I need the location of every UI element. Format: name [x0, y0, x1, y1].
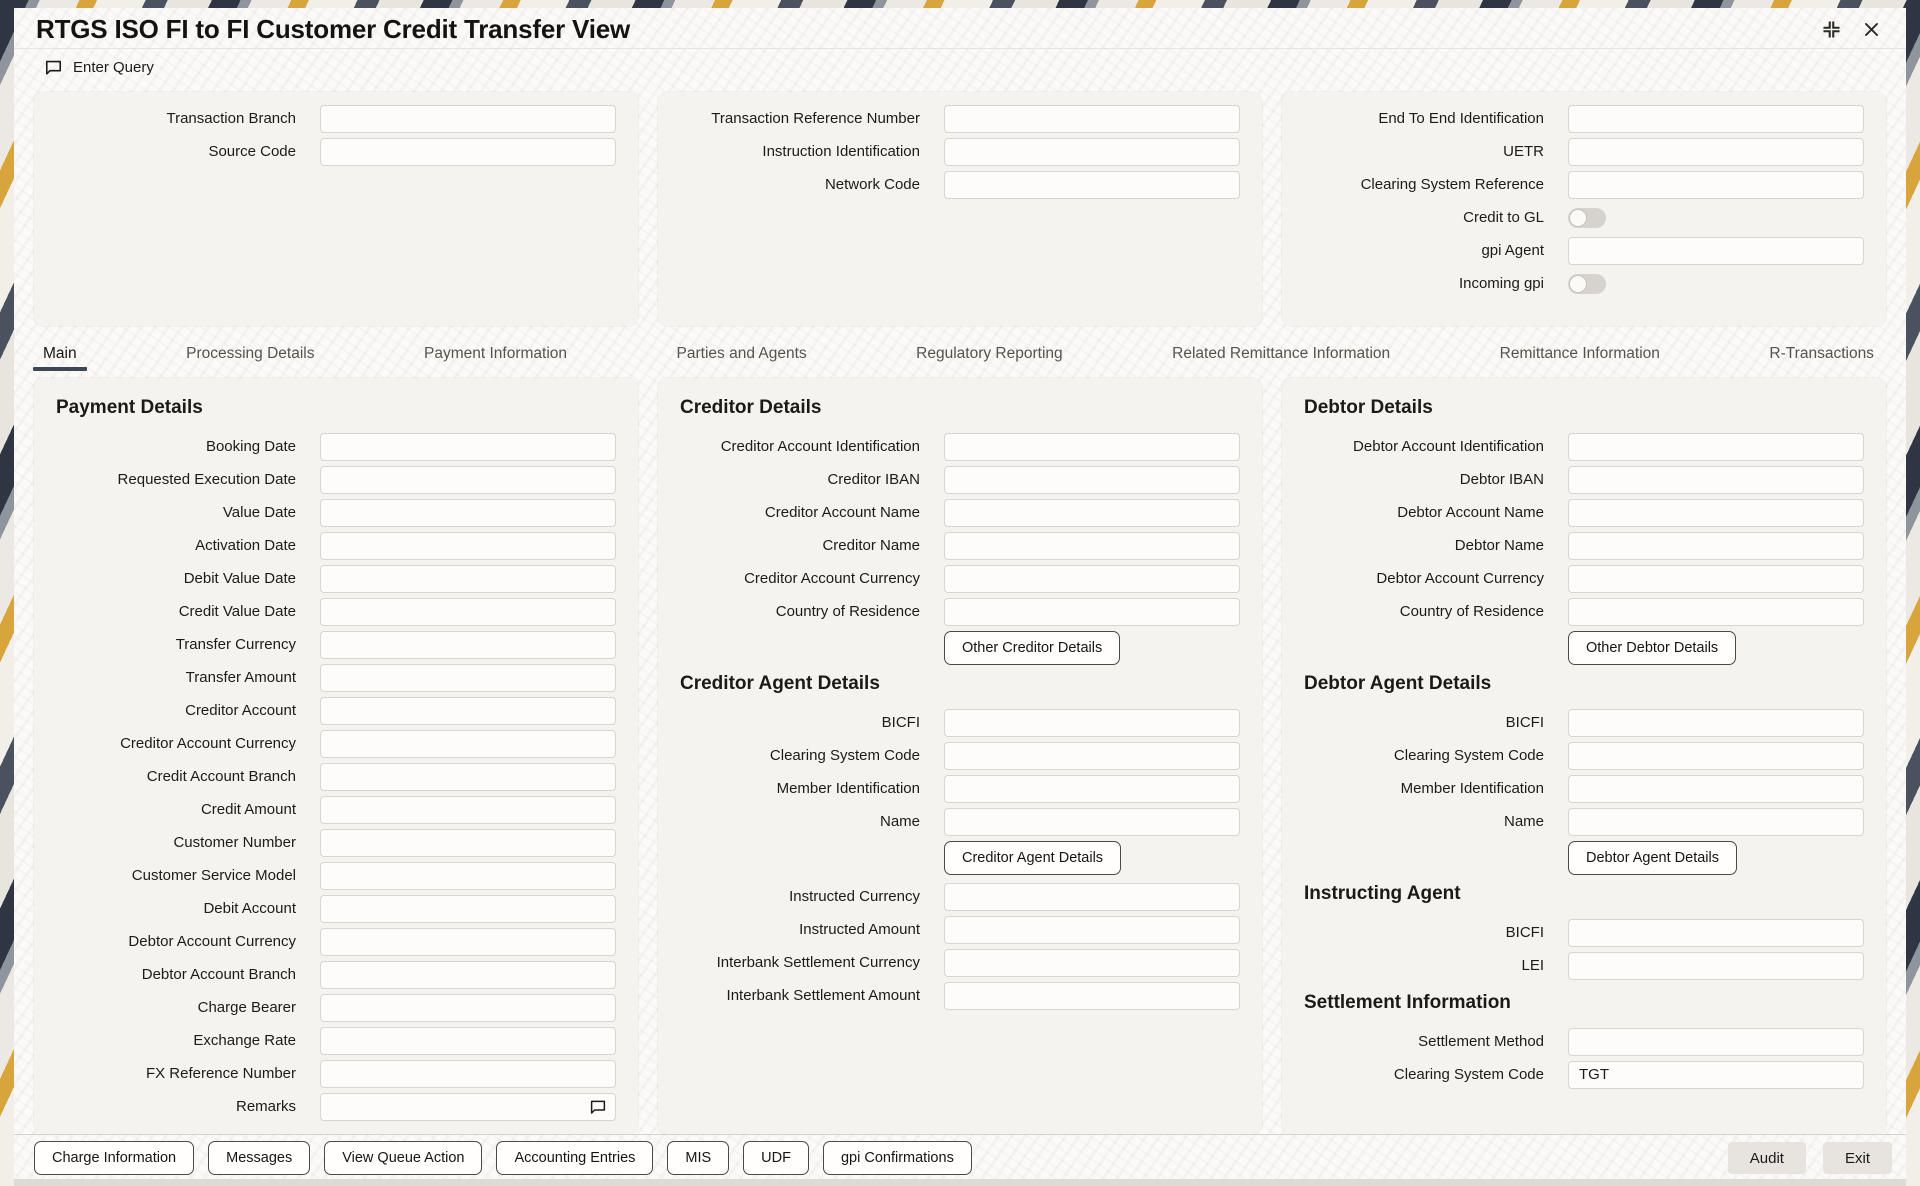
tab-label: Regulatory Reporting [916, 344, 1063, 362]
field-input[interactable] [320, 433, 616, 461]
field-input[interactable] [320, 105, 616, 133]
instructing-agent-heading: Instructing Agent [1304, 882, 1461, 904]
field-label: Transaction Reference Number [711, 110, 920, 128]
field-label: Credit Amount [200, 801, 296, 819]
field-label: FX Reference Number [145, 1065, 296, 1083]
field-input[interactable] [320, 928, 616, 956]
field-label: Requested Execution Date [117, 471, 296, 489]
field-label: Creditor Name [822, 537, 920, 555]
field-row [1304, 466, 1864, 494]
field-label: Debtor Account Name [1397, 504, 1544, 522]
field-input[interactable] [944, 433, 1240, 461]
clearing-system-reference-input[interactable] [1568, 171, 1864, 199]
incoming-gpi-toggle[interactable] [1568, 274, 1606, 294]
field-row [56, 598, 616, 626]
field-row [56, 928, 616, 956]
field-label: Creditor Account [185, 702, 296, 720]
field-row [56, 499, 616, 527]
field-row [56, 565, 616, 593]
field-label: Country of Residence [1399, 603, 1544, 621]
footer-action-button[interactable]: View Queue Action [324, 1141, 482, 1175]
tab[interactable] [182, 345, 318, 378]
field-input[interactable] [944, 775, 1240, 803]
debtor-agent-details-heading: Debtor Agent Details [1304, 672, 1492, 694]
field-label: Debit Value Date [183, 570, 296, 588]
gpi-agent-input[interactable] [1568, 237, 1864, 265]
field-row [1304, 598, 1864, 626]
field-row [680, 138, 1240, 166]
field-row [1304, 919, 1864, 947]
field-label: Interbank Settlement Amount [726, 987, 920, 1005]
debtor-card [1282, 378, 1886, 1134]
field-label: Clearing System Code [1393, 1066, 1544, 1084]
field-label: Source Code [208, 143, 296, 161]
field-row [680, 532, 1240, 560]
tab[interactable] [1765, 345, 1878, 378]
tab-label: R-Transactions [1769, 344, 1874, 362]
field-label: Creditor Account Name [764, 504, 920, 522]
button-row [1304, 631, 1864, 665]
footer-bar [14, 1134, 1906, 1179]
field-label: Interbank Settlement Currency [716, 954, 920, 972]
remarks-input[interactable] [320, 1093, 616, 1121]
field-label: Debtor Account Currency [128, 933, 296, 951]
creditor-card [658, 378, 1262, 1134]
field-label: Instruction Identification [762, 143, 920, 161]
remarks-bubble-icon[interactable] [589, 1098, 607, 1116]
field-input[interactable] [320, 697, 616, 725]
field-row [56, 862, 616, 890]
field-input[interactable] [320, 532, 616, 560]
tab-label: Related Remittance Information [1172, 344, 1391, 362]
field-input[interactable] [1568, 532, 1864, 560]
enter-query-label: Enter Query [73, 58, 154, 76]
field-label: Settlement Method [1418, 1033, 1544, 1051]
field-label: Creditor IBAN [827, 471, 920, 489]
field-label: Transfer Currency [175, 636, 296, 654]
field-label: Member Identification [1400, 780, 1544, 798]
tab-label: Payment Information [424, 344, 568, 362]
field-row [680, 775, 1240, 803]
field-input[interactable] [320, 796, 616, 824]
field-label: Credit Account Branch [146, 768, 296, 786]
field-input[interactable] [944, 171, 1240, 199]
tab-label: Processing Details [186, 344, 315, 362]
button-row [680, 631, 1240, 665]
tab-label: Main [43, 344, 77, 362]
field-row [1304, 1061, 1864, 1089]
field-row [56, 796, 616, 824]
field-input[interactable] [320, 1027, 616, 1055]
field-row [56, 763, 616, 791]
footer-system-button[interactable]: Exit [1823, 1142, 1892, 1174]
field-label: Clearing System Reference [1360, 176, 1544, 194]
field-row [680, 499, 1240, 527]
creditor-details-heading: Creditor Details [680, 396, 822, 418]
field-label: Name [1503, 813, 1544, 831]
field-label: Clearing System Code [769, 747, 920, 765]
field-row [1304, 499, 1864, 527]
field-row [56, 994, 616, 1022]
field-row [1304, 742, 1864, 770]
other-debtor-details-button[interactable]: Other Debtor Details [1568, 631, 1736, 665]
field-label: Activation Date [195, 537, 296, 555]
field-label: Name [879, 813, 920, 831]
tab[interactable] [1496, 345, 1664, 378]
field-input[interactable] [944, 709, 1240, 737]
field-label: BICFI [1505, 714, 1544, 732]
transaction-card [34, 92, 638, 326]
field-input[interactable] [1568, 808, 1864, 836]
bottom-strip [14, 1179, 1906, 1186]
field-input[interactable] [320, 138, 616, 166]
footer-action-button[interactable]: UDF [743, 1141, 809, 1175]
field-input[interactable] [944, 982, 1240, 1010]
tab[interactable] [420, 345, 571, 378]
field-row [56, 1093, 616, 1121]
restore-window-icon[interactable] [1818, 17, 1844, 43]
tab-label: Remittance Information [1499, 344, 1660, 362]
field-label: Network Code [824, 176, 920, 194]
field-input[interactable] [1568, 565, 1864, 593]
field-row [56, 532, 616, 560]
field-input[interactable] [1568, 1061, 1864, 1089]
field-label: End To End Identification [1378, 110, 1544, 128]
field-input[interactable] [944, 532, 1240, 560]
field-row [56, 1060, 616, 1088]
field-input[interactable] [944, 916, 1240, 944]
field-input[interactable] [320, 961, 616, 989]
footer-system-actions [1728, 1142, 1896, 1174]
tab[interactable] [673, 345, 811, 378]
field-label: UETR [1503, 143, 1544, 161]
field-input[interactable] [320, 565, 616, 593]
field-row [1304, 709, 1864, 737]
field-input[interactable] [1568, 709, 1864, 737]
field-row [680, 466, 1240, 494]
field-row [680, 105, 1240, 133]
field-label: Debtor Account Identification [1353, 438, 1544, 456]
field-row [680, 982, 1240, 1010]
field-row [680, 808, 1240, 836]
field-input[interactable] [944, 883, 1240, 911]
footer-action-button[interactable]: Charge Information [34, 1141, 194, 1175]
field-row [56, 730, 616, 758]
field-label: Transaction Branch [166, 110, 296, 128]
settlement-information-heading: Settlement Information [1304, 991, 1511, 1013]
tab-label: Parties and Agents [676, 344, 807, 362]
field-input[interactable] [1568, 598, 1864, 626]
field-row [680, 949, 1240, 977]
field-label: Customer Service Model [131, 867, 296, 885]
field-row [56, 138, 616, 166]
field-label: gpi Agent [1481, 242, 1544, 260]
field-input[interactable] [944, 598, 1240, 626]
end-to-end-identification-input[interactable] [1568, 105, 1864, 133]
field-row [1304, 532, 1864, 560]
toggle-knob [1570, 276, 1586, 292]
page-title: RTGS ISO FI to FI Customer Credit Transfer View [36, 14, 631, 44]
field-label: Debtor IBAN [1459, 471, 1544, 489]
field-row [1304, 138, 1864, 166]
field-input[interactable] [320, 664, 616, 692]
toggle-knob [1570, 210, 1586, 226]
field-input[interactable] [1568, 952, 1864, 980]
tab[interactable] [1168, 345, 1394, 378]
field-label: Customer Number [173, 834, 296, 852]
field-label: Value Date [222, 504, 296, 522]
tab[interactable] [912, 345, 1066, 378]
field-label: Debtor Account Currency [1376, 570, 1544, 588]
field-row [56, 664, 616, 692]
creditor-agent-details-heading: Creditor Agent Details [680, 672, 880, 694]
payment-details-card [34, 378, 638, 1134]
field-row [56, 631, 616, 659]
chat-bubble-icon [44, 58, 63, 77]
field-row [56, 466, 616, 494]
field-row [56, 961, 616, 989]
field-input[interactable] [1568, 1028, 1864, 1056]
field-input[interactable] [320, 598, 616, 626]
field-row [1304, 565, 1864, 593]
field-row [1304, 204, 1864, 232]
field-input[interactable] [1568, 742, 1864, 770]
field-row [680, 916, 1240, 944]
field-row [56, 829, 616, 857]
field-label: Credit Value Date [178, 603, 296, 621]
field-row [56, 433, 616, 461]
field-label: Remarks [235, 1098, 296, 1116]
main-content [14, 378, 1906, 1134]
field-row [1304, 808, 1864, 836]
field-label: Creditor Account Identification [720, 438, 920, 456]
field-row [680, 742, 1240, 770]
field-label: Charge Bearer [197, 999, 296, 1017]
field-label: Clearing System Code [1393, 747, 1544, 765]
reference-card [658, 92, 1262, 326]
field-label: Debit Account [203, 900, 296, 918]
field-row [1304, 171, 1864, 199]
button-row [680, 841, 1240, 875]
field-row [680, 433, 1240, 461]
footer-action-button[interactable]: Accounting Entries [496, 1141, 653, 1175]
field-input[interactable] [320, 499, 616, 527]
field-input[interactable] [320, 730, 616, 758]
field-label: Instructed Currency [789, 888, 920, 906]
enter-query-action[interactable] [14, 49, 1906, 85]
field-row [1304, 952, 1864, 980]
field-label: Transfer Amount [185, 669, 296, 687]
tab-bar [14, 326, 1906, 378]
field-label: Debtor Account Branch [141, 966, 296, 984]
footer-action-button[interactable]: MIS [667, 1141, 729, 1175]
field-label: Incoming gpi [1458, 275, 1544, 293]
field-row [680, 171, 1240, 199]
other-creditor-details-button[interactable]: Other Creditor Details [944, 631, 1120, 665]
uetr-input[interactable] [1568, 138, 1864, 166]
creditor-agent-details-button[interactable]: Creditor Agent Details [944, 841, 1121, 875]
field-row [56, 697, 616, 725]
tab[interactable] [39, 345, 81, 378]
field-input[interactable] [1568, 775, 1864, 803]
field-row [56, 105, 616, 133]
field-label: Creditor Account Currency [120, 735, 296, 753]
field-input[interactable] [944, 949, 1240, 977]
footer-action-button[interactable]: gpi Confirmations [823, 1141, 972, 1175]
field-label: BICFI [881, 714, 920, 732]
field-row [680, 565, 1240, 593]
field-label: Booking Date [205, 438, 296, 456]
field-row [56, 1027, 616, 1055]
field-input[interactable] [1568, 499, 1864, 527]
field-label: Instructed Amount [799, 921, 920, 939]
field-input[interactable] [320, 895, 616, 923]
field-label: Member Identification [776, 780, 920, 798]
debtor-details-heading: Debtor Details [1304, 396, 1433, 418]
field-row [680, 883, 1240, 911]
field-input[interactable] [944, 138, 1240, 166]
close-icon[interactable] [1858, 17, 1884, 43]
field-input[interactable] [320, 994, 616, 1022]
field-label: Exchange Rate [193, 1032, 296, 1050]
field-label: Credit to GL [1463, 209, 1544, 227]
field-input[interactable] [320, 1060, 616, 1088]
app-window [14, 8, 1906, 1186]
button-row [1304, 841, 1864, 875]
field-input[interactable] [944, 808, 1240, 836]
field-row [1304, 775, 1864, 803]
field-row [1304, 433, 1864, 461]
field-input[interactable] [944, 742, 1240, 770]
field-label: BICFI [1505, 924, 1544, 942]
field-input[interactable] [944, 565, 1240, 593]
title-bar [14, 8, 1906, 48]
field-input[interactable] [320, 829, 616, 857]
credit-to-gl-toggle[interactable] [1568, 208, 1606, 228]
field-input[interactable] [320, 763, 616, 791]
field-row [1304, 237, 1864, 265]
field-label: LEI [1521, 957, 1544, 975]
window-controls [1818, 17, 1884, 43]
field-row [1304, 270, 1864, 298]
payment-details-heading: Payment Details [56, 396, 203, 418]
field-input[interactable] [944, 499, 1240, 527]
field-row [680, 598, 1240, 626]
field-input[interactable] [320, 466, 616, 494]
field-row [680, 709, 1240, 737]
field-input[interactable] [944, 105, 1240, 133]
field-label: Country of Residence [775, 603, 920, 621]
footer-actions [34, 1141, 972, 1175]
field-input[interactable] [944, 466, 1240, 494]
identification-card [1282, 92, 1886, 326]
footer-system-button[interactable]: Audit [1728, 1142, 1806, 1174]
field-input[interactable] [320, 862, 616, 890]
field-input[interactable] [1568, 466, 1864, 494]
field-input[interactable] [320, 631, 616, 659]
field-input[interactable] [1568, 919, 1864, 947]
debtor-agent-details-button[interactable]: Debtor Agent Details [1568, 841, 1737, 875]
field-row [56, 895, 616, 923]
field-row [1304, 1028, 1864, 1056]
field-input[interactable] [1568, 433, 1864, 461]
field-row [1304, 105, 1864, 133]
field-label: Debtor Name [1454, 537, 1544, 555]
header-cards [14, 92, 1906, 326]
footer-action-button[interactable]: Messages [208, 1141, 310, 1175]
field-label: Creditor Account Currency [744, 570, 920, 588]
